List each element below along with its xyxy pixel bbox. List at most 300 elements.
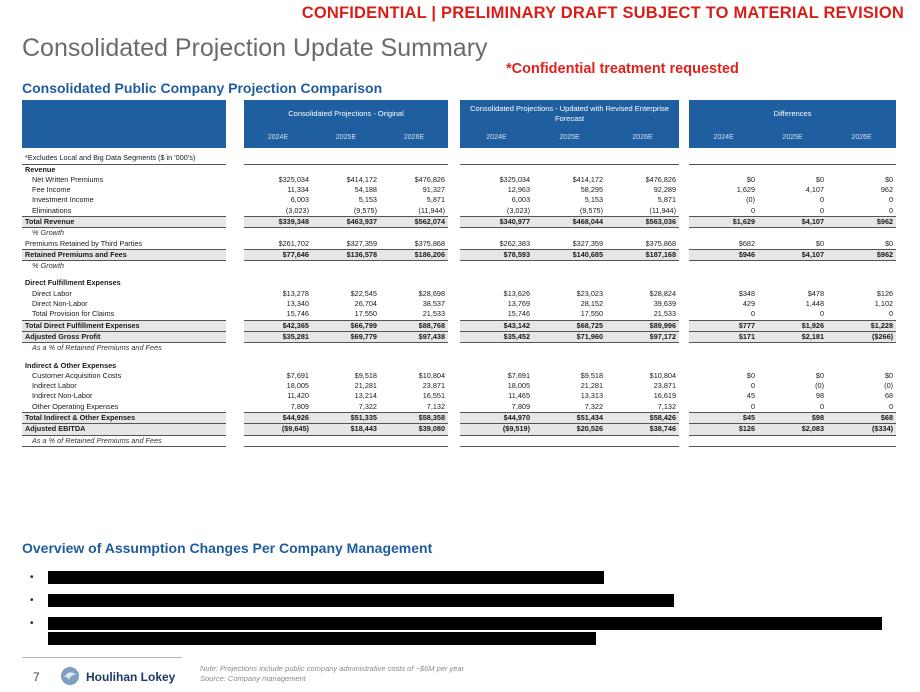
table-cell	[758, 261, 827, 272]
table-cell: 21,533	[653, 309, 677, 319]
table-row	[22, 278, 896, 288]
row-label: Indirect Non-Labor	[32, 391, 93, 401]
table-cell: 39,639	[653, 299, 677, 309]
table-cell: (9,575)	[579, 205, 604, 215]
table-cell: 0	[889, 309, 894, 319]
table-cell	[460, 361, 533, 371]
table-cell: $171	[689, 331, 758, 342]
table-cell: $7,691	[286, 370, 309, 380]
table-cell	[689, 354, 758, 361]
table-cell: $89,996	[606, 320, 679, 331]
table-cell: $18,443	[312, 424, 380, 435]
table-row	[22, 261, 896, 272]
table-cell: $42,365	[244, 320, 312, 331]
table-cell: $9,518	[354, 370, 377, 380]
table-cell	[380, 278, 448, 288]
table-cell: $44,926	[244, 413, 312, 424]
table-cell: (11,944)	[649, 205, 677, 215]
table-cell: 15,746	[286, 309, 309, 319]
table-cell: $375,868	[645, 238, 677, 248]
table-cell: $1,228	[827, 320, 896, 331]
footnote-line: Source: Company management	[200, 674, 306, 683]
year-header: 2024E	[244, 128, 312, 148]
group-header-updated: Consolidated Projections - Updated with Revised Enterprise Forecast	[460, 100, 679, 128]
table-cell: $28,824	[649, 288, 677, 298]
redaction-bar	[48, 571, 604, 584]
table-row	[22, 195, 896, 205]
table-cell: $4,107	[758, 249, 827, 260]
table-cell: 92,289	[653, 185, 677, 195]
year-header: 2024E	[689, 128, 758, 148]
table-row	[22, 435, 896, 446]
table-cell: 6,003	[511, 195, 531, 205]
table-cell: 16,551	[422, 391, 446, 401]
table-cell: $339,348	[244, 216, 312, 227]
table-cell: $2,083	[758, 424, 827, 435]
table-cell: $325,034	[278, 174, 309, 184]
table-cell: $327,359	[346, 238, 377, 248]
table-cell: (0)	[815, 381, 825, 391]
table-cell	[244, 343, 312, 354]
table-cell	[380, 435, 448, 446]
table-cell	[312, 354, 380, 361]
overview-section-title: Overview of Assumption Changes Per Company Management	[22, 540, 433, 556]
table-cell: 5,871	[657, 195, 677, 205]
table-cell: $414,172	[572, 174, 604, 184]
table-row	[22, 391, 896, 401]
table-cell	[244, 361, 312, 371]
footer-divider	[22, 657, 182, 658]
table-cell: 5,153	[358, 195, 377, 205]
table-cell	[533, 164, 606, 175]
table-cell: $38,746	[606, 424, 679, 435]
year-header: 2024E	[460, 128, 533, 148]
table-cell: 12,963	[507, 185, 531, 195]
table-cell: $35,281	[244, 331, 312, 342]
table-cell	[827, 164, 896, 175]
table-cell: 429	[742, 299, 756, 309]
table-cell: 23,871	[422, 381, 446, 391]
table-cell	[244, 261, 312, 272]
table-cell: 7,809	[290, 401, 309, 411]
table-cell	[244, 278, 312, 288]
table-row	[22, 331, 896, 342]
table-row	[22, 381, 896, 391]
table-cell: $136,578	[312, 249, 380, 260]
table-cell	[533, 435, 606, 446]
row-label: Eliminations	[32, 205, 72, 215]
table-cell: 0	[750, 205, 756, 215]
table-cell: $43,142	[460, 320, 533, 331]
table-cell	[244, 435, 312, 446]
table-cell: 58,295	[580, 185, 604, 195]
table-cell	[533, 361, 606, 371]
year-header: 2026E	[380, 128, 448, 148]
row-label: Indirect Labor	[32, 381, 77, 391]
confidential-treatment-note: *Confidential treatment requested	[506, 61, 739, 77]
table-cell	[533, 271, 606, 278]
table-cell	[380, 261, 448, 272]
table-cell: $126	[689, 424, 758, 435]
table-cell: $44,970	[460, 413, 533, 424]
row-label: Premiums Retained by Third Parties	[25, 238, 143, 248]
redaction-bar	[48, 632, 596, 645]
table-cell: 21,533	[422, 309, 446, 319]
row-label: As a % of Retained Premiums and Fees	[22, 435, 226, 446]
table-cell	[606, 435, 679, 446]
table-cell	[312, 164, 380, 175]
corner-cell	[22, 100, 226, 128]
table-cell: 7,132	[426, 401, 446, 411]
table-cell: 18,005	[286, 381, 309, 391]
table-cell: 17,550	[354, 309, 377, 319]
table-cell: 13,340	[286, 299, 309, 309]
row-label: As a % of Retained Premiums and Fees	[32, 343, 162, 353]
table-cell: 17,550	[580, 309, 604, 319]
table-cell: 962	[880, 185, 894, 195]
table-cell: $327,359	[572, 238, 604, 248]
table-cell: $1,926	[758, 320, 827, 331]
table-cell: 0	[819, 205, 825, 215]
table-cell	[689, 261, 758, 272]
units-note: *Excludes Local and Big Data Segments ($ in '000's)	[22, 148, 226, 164]
table-cell: 18,005	[507, 381, 531, 391]
table-cell: $9,518	[580, 370, 604, 380]
table-cell	[460, 354, 533, 361]
table-cell: $0	[884, 174, 894, 184]
table-cell	[460, 278, 533, 288]
table-cell	[689, 343, 758, 354]
table-cell	[533, 228, 606, 239]
table-cell	[460, 435, 533, 446]
table-cell	[533, 278, 606, 288]
table-cell: (11,944)	[418, 205, 446, 215]
projection-comparison-table-wrapper	[22, 100, 896, 447]
row-label: Revenue	[25, 164, 56, 174]
table-cell: $140,685	[533, 249, 606, 260]
bullet-marker: •	[30, 595, 34, 606]
table-cell: 11,420	[287, 391, 309, 401]
table-cell	[380, 354, 448, 361]
table-cell	[827, 361, 896, 371]
table-cell: 0	[819, 195, 825, 205]
table-cell	[689, 278, 758, 288]
table-cell: 91,327	[422, 185, 446, 195]
row-label: Total Indirect & Other Expenses	[22, 413, 226, 424]
table-cell: 15,746	[507, 309, 531, 319]
table-cell	[380, 164, 448, 175]
table-cell: 11,334	[287, 185, 309, 195]
table-cell: 1,102	[874, 299, 894, 309]
table-cell: 21,281	[580, 381, 604, 391]
table-cell: $0	[746, 370, 756, 380]
table-cell: $478	[807, 288, 825, 298]
table-cell	[606, 261, 679, 272]
table-cell: $7,691	[507, 370, 531, 380]
table-cell	[689, 361, 758, 371]
table-cell	[606, 343, 679, 354]
table-cell	[827, 271, 896, 278]
table-cell	[244, 164, 312, 175]
table-cell	[689, 164, 758, 175]
table-cell: $563,036	[606, 216, 679, 227]
table-cell: $463,937	[312, 216, 380, 227]
table-cell: 6,003	[290, 195, 309, 205]
table-cell: $4,107	[758, 216, 827, 227]
table-cell: 11,465	[508, 391, 531, 401]
table-row	[22, 354, 896, 361]
row-label: % Growth	[32, 261, 65, 271]
table-cell: $10,804	[418, 370, 446, 380]
year-header: 2026E	[606, 128, 679, 148]
table-cell	[606, 271, 679, 278]
redaction-bar	[48, 594, 674, 607]
table-cell	[533, 261, 606, 272]
table-cell: $20,526	[533, 424, 606, 435]
year-header: 2025E	[758, 128, 827, 148]
table-cell: $98	[758, 413, 827, 424]
table-cell: ($334)	[827, 424, 896, 435]
table-cell: $28,698	[418, 288, 446, 298]
table-cell: 1,629	[736, 185, 756, 195]
table-row	[22, 164, 896, 175]
row-label: Direct Fulfillment Expenses	[25, 278, 121, 288]
group-header-original: Consolidated Projections - Original	[244, 100, 448, 128]
row-label: Other Operating Expenses	[32, 401, 119, 411]
table-cell	[606, 278, 679, 288]
table-cell: $476,826	[414, 174, 446, 184]
table-cell: 16,619	[653, 391, 677, 401]
table-cell: $325,034	[499, 174, 531, 184]
table-cell: $682	[738, 238, 756, 248]
row-label: Customer Acquisition Costs	[32, 370, 122, 380]
table-cell: $45	[689, 413, 758, 424]
table-cell	[460, 271, 533, 278]
table-cell: $340,977	[460, 216, 533, 227]
table-cell: $78,593	[460, 249, 533, 260]
table-cell: $414,172	[346, 174, 377, 184]
table-row	[22, 249, 896, 260]
table-cell	[312, 271, 380, 278]
table-cell: 26,704	[354, 299, 377, 309]
table-row	[22, 206, 896, 217]
table-cell	[758, 354, 827, 361]
table-row	[22, 175, 896, 185]
table-cell: 5,871	[426, 195, 446, 205]
table-cell: 68	[884, 391, 894, 401]
table-cell: $261,702	[278, 238, 309, 248]
table-cell: (0)	[746, 195, 756, 205]
table-cell: $946	[689, 249, 758, 260]
table-cell: $71,960	[533, 331, 606, 342]
confidential-banner: CONFIDENTIAL | PRELIMINARY DRAFT SUBJECT TO MATERIAL REVISION	[301, 4, 904, 22]
table-cell: 0	[819, 401, 825, 411]
table-cell: $23,023	[576, 288, 604, 298]
table-cell: $97,172	[606, 331, 679, 342]
row-label: Total Revenue	[22, 216, 226, 227]
table-row	[22, 289, 896, 299]
table-cell: 21,281	[354, 381, 377, 391]
table-cell	[312, 343, 380, 354]
table-row	[22, 228, 896, 239]
table-cell	[312, 228, 380, 239]
row-label: % Growth	[32, 228, 65, 238]
table-cell	[827, 278, 896, 288]
table-cell	[827, 435, 896, 446]
table-cell	[689, 435, 758, 446]
table-cell: $962	[827, 216, 896, 227]
table-cell	[758, 435, 827, 446]
table-cell: $10,804	[649, 370, 677, 380]
table-cell: 45	[746, 391, 756, 401]
table-row	[22, 185, 896, 195]
table-row	[22, 361, 896, 371]
redaction-bar	[48, 617, 882, 630]
row-label: Fee Income	[32, 185, 71, 195]
table-cell: (0)	[884, 381, 894, 391]
table-cell: 5,153	[584, 195, 604, 205]
row-label	[22, 354, 226, 361]
table-cell	[460, 164, 533, 175]
table-cell	[827, 261, 896, 272]
houlihan-lokey-logo-icon	[60, 666, 80, 686]
row-label: Adjusted EBITDA	[22, 424, 226, 435]
table-cell: $39,080	[380, 424, 448, 435]
table-cell: $35,452	[460, 331, 533, 342]
table-cell	[758, 271, 827, 278]
year-header: 2025E	[312, 128, 380, 148]
table-cell: $97,438	[380, 331, 448, 342]
table-cell: $476,826	[645, 174, 677, 184]
row-label: Indirect & Other Expenses	[25, 360, 117, 370]
table-row	[22, 343, 896, 354]
table-cell: $51,335	[312, 413, 380, 424]
table-cell: ($9,519)	[460, 424, 533, 435]
table-cell: $13,278	[282, 288, 309, 298]
table-cell	[380, 361, 448, 371]
table-cell: $68,725	[533, 320, 606, 331]
table-cell: 0	[889, 195, 894, 205]
table-cell	[533, 354, 606, 361]
table-cell: 7,809	[511, 401, 531, 411]
table-cell: $186,206	[380, 249, 448, 260]
table-cell	[758, 361, 827, 371]
table-cell	[758, 343, 827, 354]
table-cell: $962	[827, 249, 896, 260]
table-cell: 0	[750, 309, 756, 319]
table-cell: $262,383	[499, 238, 531, 248]
table-cell: $562,074	[380, 216, 448, 227]
table-row	[22, 271, 896, 278]
table-cell	[606, 361, 679, 371]
table-cell	[312, 261, 380, 272]
table-cell: 98	[815, 391, 825, 401]
row-label: Total Provision for Claims	[32, 309, 115, 319]
table-cell: $2,181	[758, 331, 827, 342]
table-cell	[380, 343, 448, 354]
table-cell: $22,545	[350, 288, 377, 298]
table-cell: ($266)	[827, 331, 896, 342]
row-label: Retained Premiums and Fees	[22, 249, 226, 260]
table-row	[22, 309, 896, 320]
year-header-row	[22, 128, 896, 148]
footnote-line: Note: Projections include public company administrative costs of ~$6M per year	[200, 664, 465, 673]
row-label: Investment Income	[32, 195, 94, 205]
table-cell	[460, 343, 533, 354]
table-cell: 7,322	[358, 401, 377, 411]
table-cell: $777	[689, 320, 758, 331]
table-cell	[689, 228, 758, 239]
group-header-row	[22, 100, 896, 128]
logo-text: Houlihan Lokey	[86, 670, 176, 684]
row-label: Direct Non-Labor	[32, 299, 88, 309]
table-cell: 0	[750, 401, 756, 411]
year-header: 2025E	[533, 128, 606, 148]
table-cell: $58,358	[380, 413, 448, 424]
table-cell: 0	[889, 401, 894, 411]
table-cell	[244, 228, 312, 239]
table-cell: (3,023)	[506, 205, 531, 215]
table-cell	[606, 164, 679, 175]
page-number: 7	[33, 670, 40, 684]
table-row	[22, 402, 896, 413]
table-cell: $0	[884, 238, 894, 248]
row-label	[22, 271, 226, 278]
table-row	[22, 216, 896, 227]
table-row	[22, 424, 896, 435]
row-label: Total Direct Fulfillment Expenses	[22, 320, 226, 331]
year-header: 2026E	[827, 128, 896, 148]
table-cell	[606, 228, 679, 239]
table-cell: $375,868	[414, 238, 446, 248]
table-cell	[312, 435, 380, 446]
bullet-marker: •	[30, 618, 34, 629]
table-cell: 0	[750, 381, 756, 391]
table-cell: $69,779	[312, 331, 380, 342]
table-cell: 38,537	[422, 299, 446, 309]
table-cell	[460, 228, 533, 239]
table-cell: $468,044	[533, 216, 606, 227]
table-cell	[244, 271, 312, 278]
table-cell: (3,023)	[285, 205, 309, 215]
table-cell	[606, 354, 679, 361]
table-cell: $77,646	[244, 249, 312, 260]
table-cell	[827, 354, 896, 361]
table-cell: $0	[815, 370, 825, 380]
table-cell: $88,768	[380, 320, 448, 331]
table-cell: $1,629	[689, 216, 758, 227]
table-cell	[380, 271, 448, 278]
table-cell	[758, 164, 827, 175]
table-cell: 0	[889, 205, 894, 215]
table-cell	[827, 228, 896, 239]
table-cell: $187,168	[606, 249, 679, 260]
table-cell	[827, 343, 896, 354]
table-cell: 23,871	[653, 381, 677, 391]
units-row	[22, 148, 896, 164]
table-cell: $0	[746, 174, 756, 184]
table-cell	[758, 278, 827, 288]
table-cell	[689, 271, 758, 278]
table-cell: 0	[819, 309, 825, 319]
table-cell: $13,626	[503, 288, 531, 298]
table-cell	[758, 228, 827, 239]
table-cell	[312, 361, 380, 371]
table-cell: $66,799	[312, 320, 380, 331]
table-section-title: Consolidated Public Company Projection Comparison	[22, 80, 383, 96]
table-row	[22, 299, 896, 309]
bullet-marker: •	[30, 572, 34, 583]
